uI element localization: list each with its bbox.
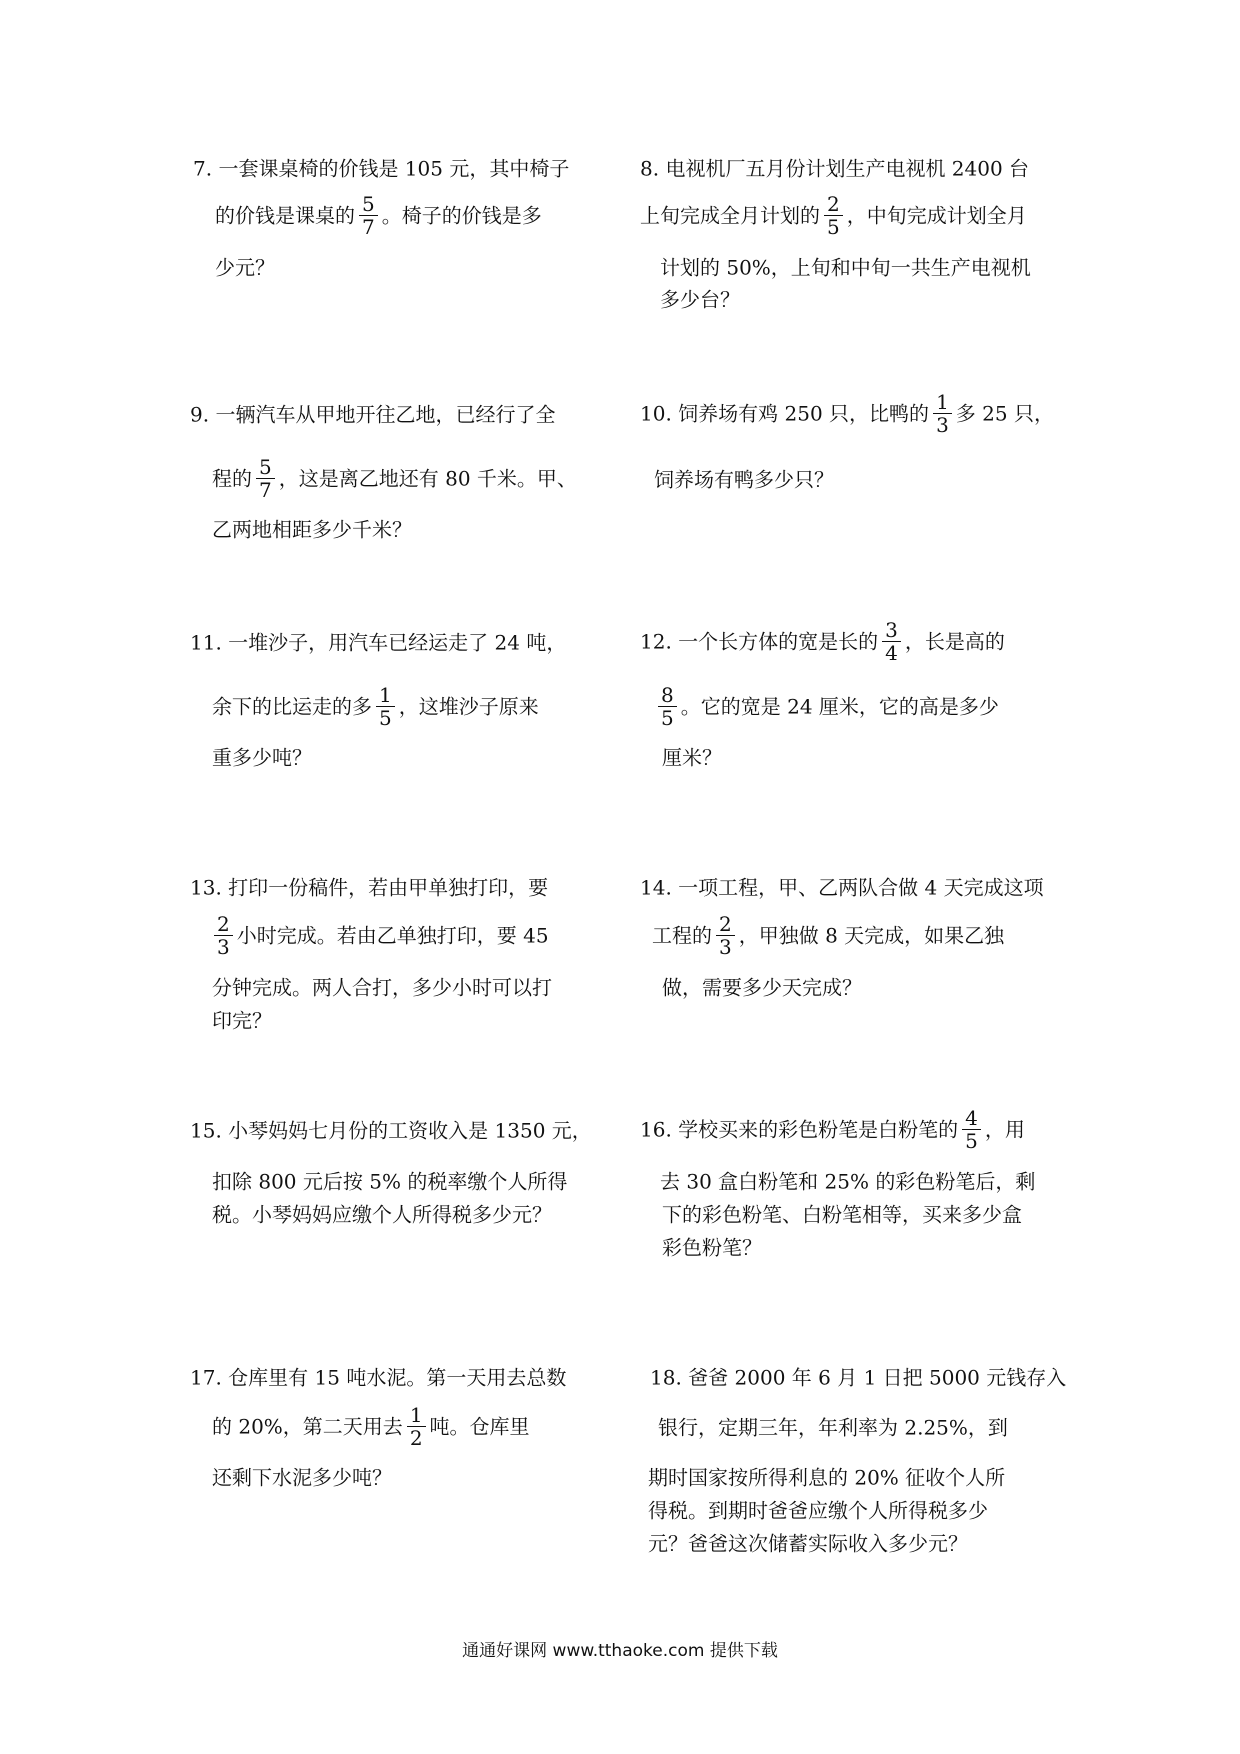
problem-line	[190, 1119, 592, 1141]
fraction	[407, 1404, 426, 1449]
problem-text: ，中旬完成计划全月	[846, 203, 1027, 228]
problem-text: 的 20%，第二天用去	[212, 1414, 403, 1439]
problem-text: 8. 电视机厂五月份计划生产电视机 2400 台	[640, 156, 1030, 181]
fraction-denominator: 7	[362, 215, 375, 239]
problem-text: 分钟完成。两人合打，多少小时可以打	[212, 975, 552, 1000]
problem-line	[212, 1170, 567, 1192]
fraction	[359, 193, 378, 238]
problem-line	[662, 1236, 762, 1258]
problem-text: 12. 一个长方体的宽是长的	[640, 629, 879, 654]
problem-text: 18. 爸爸 2000 年 6 月 1 日把 5000 元钱存入	[650, 1365, 1067, 1390]
fraction-numerator: 2	[214, 913, 233, 936]
problem-line	[215, 256, 275, 278]
problem-line	[660, 256, 1031, 278]
fraction-numerator: 1	[407, 1404, 426, 1427]
problem-text: ，这是离乙地还有 80 千米。甲、	[278, 466, 577, 491]
problem-text: 小时完成。若由乙单独打印，要 45	[236, 923, 549, 948]
fraction	[933, 391, 952, 436]
fraction	[658, 684, 677, 729]
problem-line	[652, 913, 1004, 958]
problem-line	[662, 1203, 1022, 1225]
problem-text: 17. 仓库里有 15 吨水泥。第一天用去总数	[190, 1365, 567, 1390]
fraction-denominator: 7	[259, 478, 272, 502]
problem-text: 11. 一堆沙子，用汽车已经运走了 24 吨，	[190, 630, 567, 655]
problem-text: ，用	[984, 1117, 1025, 1142]
problem-line	[212, 1203, 552, 1225]
problem-line	[648, 1532, 968, 1554]
problem-line	[654, 468, 834, 490]
problem-line	[212, 684, 539, 729]
problem-line	[212, 1466, 392, 1488]
problem-text: 下的彩色粉笔、白粉笔相等，买来多少盒	[662, 1202, 1022, 1227]
fraction	[882, 619, 901, 664]
problem-text: 。椅子的价钱是多	[381, 203, 542, 228]
problem-text: 余下的比运走的多	[212, 694, 372, 719]
problem-line	[212, 1404, 530, 1449]
problem-line	[212, 518, 412, 540]
problem-text: ，这堆沙子原来	[398, 694, 539, 719]
problem-line	[640, 619, 1005, 664]
problem-line	[654, 684, 999, 729]
fraction-numerator: 1	[933, 391, 952, 414]
problem-line	[640, 193, 1027, 238]
fraction-numerator: 2	[716, 913, 735, 936]
problem-text: 工程的	[652, 923, 712, 948]
problem-line	[640, 1107, 1025, 1152]
problem-line	[662, 976, 862, 998]
problem-line	[212, 976, 552, 998]
problem-line	[658, 1416, 1008, 1438]
problem-line	[660, 288, 740, 310]
problem-line	[190, 876, 548, 898]
problem-text: ，长是高的	[904, 629, 1005, 654]
problem-line	[210, 913, 549, 958]
problem-line	[212, 1009, 272, 1031]
problem-line	[648, 1499, 988, 1521]
problem-text: 的价钱是课桌的	[215, 203, 355, 228]
problem-text: 计划的 50%，上旬和中旬一共生产电视机	[660, 255, 1031, 280]
problem-text: 彩色粉笔？	[662, 1235, 762, 1260]
fraction-denominator: 5	[379, 706, 392, 730]
problem-text: 扣除 800 元后按 5% 的税率缴个人所得	[212, 1169, 568, 1194]
problem-text: 13. 打印一份稿件，若由甲单独打印，要	[190, 875, 549, 900]
problem-text: 期时国家按所得利息的 20% 征收个人所	[648, 1465, 1006, 1490]
problem-text: 多 25 只，	[955, 401, 1054, 426]
fraction	[214, 913, 233, 958]
fraction-denominator: 3	[936, 413, 949, 437]
problem-line	[650, 1366, 1066, 1388]
fraction-denominator: 5	[661, 706, 674, 730]
problem-line	[648, 1466, 1005, 1488]
problem-text: 去 30 盒白粉笔和 25% 的彩色粉笔后，剩	[660, 1169, 1036, 1194]
fraction	[824, 193, 843, 238]
problem-line	[215, 193, 542, 238]
fraction-numerator: 4	[962, 1107, 981, 1130]
fraction-numerator: 3	[882, 619, 901, 642]
problem-text: 15. 小琴妈妈七月份的工资收入是 1350 元，	[190, 1118, 592, 1143]
fraction-denominator: 3	[719, 935, 732, 959]
problem-text: 得税。到期时爸爸应缴个人所得税多少	[648, 1498, 988, 1523]
problem-text: 少元？	[215, 255, 275, 280]
fraction-numerator: 1	[376, 684, 395, 707]
problem-line	[660, 1170, 1035, 1192]
problem-text: ，甲独做 8 天完成，如果乙独	[738, 923, 1005, 948]
problem-line	[190, 631, 566, 653]
fraction-denominator: 4	[885, 641, 898, 665]
problem-text: 印完？	[212, 1008, 272, 1033]
problem-text: 税。小琴妈妈应缴个人所得税多少元？	[212, 1202, 552, 1227]
fraction-denominator: 2	[409, 1426, 423, 1450]
problem-text: 。它的宽是 24 厘米，它的高是多少	[680, 694, 999, 719]
problem-line	[190, 403, 555, 425]
problem-text: 上旬完成全月计划的	[640, 203, 820, 228]
fraction	[376, 684, 395, 729]
problem-line	[212, 456, 577, 501]
problem-text: 还剩下水泥多少吨？	[212, 1465, 392, 1490]
problem-text: 乙两地相距多少千米？	[212, 517, 412, 542]
problem-text: 程的	[212, 466, 252, 491]
fraction-numerator: 8	[658, 684, 677, 707]
problem-text: 银行，定期三年，年利率为 2.25%，到	[658, 1415, 1008, 1440]
problem-text: 元？爸爸这次储蓄实际收入多少元？	[648, 1531, 968, 1556]
problem-text: 做，需要多少天完成？	[662, 975, 862, 1000]
fraction	[962, 1107, 981, 1152]
problem-text: 16. 学校买来的彩色粉笔是白粉笔的	[640, 1117, 959, 1142]
problem-text: 多少台？	[660, 287, 740, 312]
problem-line	[640, 391, 1054, 436]
problem-text: 10. 饲养场有鸡 250 只，比鸭的	[640, 401, 930, 426]
problem-text: 重多少吨？	[212, 745, 312, 770]
problem-text: 厘米？	[662, 745, 722, 770]
fraction-numerator: 5	[359, 193, 378, 216]
problem-text: 吨。仓库里	[429, 1414, 530, 1439]
problem-line	[640, 876, 1044, 898]
footer-text: 通通好课网 www.tthaoke.com 提供下载	[462, 1641, 778, 1661]
problem-text: 饲养场有鸭多少只？	[654, 467, 834, 492]
fraction	[716, 913, 735, 958]
fraction-denominator: 5	[965, 1129, 978, 1153]
problem-line	[190, 1366, 566, 1388]
problem-line	[193, 157, 569, 179]
problem-line	[662, 746, 722, 768]
fraction	[256, 456, 275, 501]
problem-text: 14. 一项工程，甲、乙两队合做 4 天完成这项	[640, 875, 1044, 900]
fraction-denominator: 5	[827, 215, 840, 239]
problem-text: 9. 一辆汽车从甲地开往乙地，已经行了全	[190, 402, 556, 427]
problem-line	[212, 746, 312, 768]
problem-text: 7. 一套课桌椅的价钱是 105 元，其中椅子	[193, 156, 570, 181]
fraction-denominator: 3	[217, 935, 230, 959]
fraction-numerator: 5	[256, 456, 275, 479]
problem-line	[640, 157, 1029, 179]
fraction-numerator: 2	[824, 193, 843, 216]
